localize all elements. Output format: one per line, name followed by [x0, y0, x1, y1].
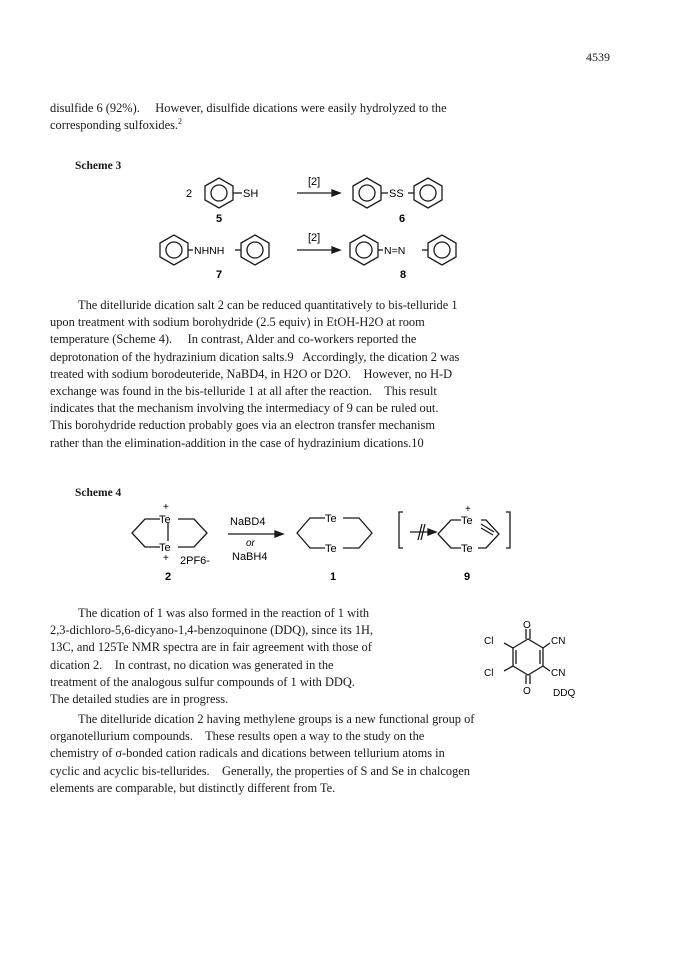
paragraph-2-line: temperature (Scheme 4). In contrast, Alder and co-workers reported the	[50, 332, 417, 347]
coefficient: 2	[186, 188, 193, 200]
disulfide-group: SS	[389, 188, 404, 200]
cyano-group: CN	[551, 668, 566, 679]
paragraph-4-line: cyclic and acyclic bis-tellurides. Generally, the properties of S and Se in chalcogen	[50, 763, 470, 778]
tellurium-atom: Te	[325, 543, 337, 555]
paragraph-1-line-1: disulfide 6 (92%). However, disulfide dications were easily hydrolyzed to the	[50, 101, 447, 115]
tellurium-atom: Te	[159, 542, 171, 554]
paragraph-1	[50, 100, 625, 134]
tellurium-atom: Te	[461, 515, 473, 527]
paragraph-4-line: organotellurium compounds. These results open a way to the study on the	[50, 729, 425, 744]
paragraph-2-line: indicates that the mechanism involving the intermediacy of 9 can be ruled out.	[50, 401, 439, 416]
plus-sign: +	[465, 504, 471, 515]
ddq-label: DDQ	[553, 688, 576, 699]
paragraph-2-line: treated with sodium borodeuteride, NaBD4, in H2O or D2O. However, no H-D	[50, 366, 453, 381]
paragraph-2-line: upon treatment with sodium borohydride (2.5 equiv) in EtOH-H2O at room	[50, 315, 425, 330]
bicyclic-ring-2	[132, 519, 160, 547]
paragraph-1-line-2-text: corresponding sulfoxides.	[50, 118, 179, 133]
paragraph-3-line: 2,3-dichloro-5,6-dicyano-1,4-benzoquinone (DDQ), since its 1H,	[50, 623, 374, 638]
compound-number-8: 8	[400, 269, 407, 281]
paragraph-4-line: chemistry of σ-bonded cation radicals and dications between tellurium atoms in	[50, 746, 445, 761]
page-number: 4539	[586, 50, 610, 64]
compound-number-2: 2	[165, 571, 172, 583]
counterion: 2PF6-	[180, 555, 210, 567]
reagent-label: [2]	[308, 232, 321, 244]
oxygen-atom: O	[523, 686, 531, 697]
paragraph-3-line: The dication of 1 was also formed in the reaction of 1 with	[78, 606, 370, 620]
compound-number-1: 1	[330, 571, 337, 583]
paragraph-2-line: exchange was found in the bis-telluride 1 at all after the reaction. This result	[50, 384, 437, 399]
paragraph-3-line: 13C, and 125Te NMR spectra are in fair agreement with those of	[50, 640, 372, 655]
scheme-4-label: Scheme 4	[75, 487, 122, 499]
compound-number-7: 7	[216, 269, 223, 281]
paragraph-3-line: dication 2. In contrast, no dication was generated in the	[50, 657, 334, 672]
paragraph-1-line-2	[50, 117, 625, 134]
reagent-label: [2]	[308, 176, 321, 188]
paragraph-2-line: This borohydride reduction probably goes via an electron transfer mechanism	[50, 418, 436, 433]
benzene-ring	[241, 235, 269, 265]
benzene-ring	[205, 178, 233, 208]
paragraph-4-line: elements are comparable, but distinctly different from Te.	[50, 780, 336, 795]
plus-sign: +	[163, 502, 169, 513]
compound-number-5: 5	[216, 213, 223, 225]
bicyclic-ring-1	[297, 518, 325, 548]
reagent-label: NaBH4	[232, 551, 268, 563]
plus-sign: +	[163, 553, 169, 564]
compound-number-6: 6	[399, 213, 406, 225]
scheme-3-label: Scheme 3	[75, 160, 122, 172]
thiol-group: SH	[243, 188, 259, 200]
paragraph-4	[50, 711, 625, 797]
tellurium-atom: Te	[461, 543, 473, 555]
paragraph-2	[50, 297, 625, 452]
hydrazine-group: NHNH	[194, 245, 225, 257]
azo-group: N=N	[384, 245, 406, 257]
reagent-label: NaBD4	[230, 516, 266, 528]
tellurium-atom: Te	[159, 514, 171, 526]
tellurium-atom: Te	[325, 513, 337, 525]
oxygen-atom: O	[523, 620, 531, 631]
benzene-ring	[414, 178, 442, 208]
scheme-3-diagram	[0, 155, 675, 285]
chlorine-atom: Cl	[484, 668, 494, 679]
compound-number-9: 9	[464, 571, 471, 583]
chlorine-atom: Cl	[484, 636, 494, 647]
cyano-group: CN	[551, 636, 566, 647]
paragraph-3-line: treatment of the analogous sulfur compounds of 1 with DDQ.	[50, 674, 355, 689]
paragraph-4-line: The ditelluride dication 2 having methylene groups is a new functional group of	[78, 712, 475, 726]
scheme-4-diagram	[0, 500, 675, 590]
paragraph-2-line: deprotonation of the hydrazinium dication salts.9 Accordingly, the dication 2 was	[50, 349, 460, 364]
paragraph-3-line: The detailed studies are in progress.	[50, 692, 229, 707]
paragraph-3	[50, 605, 450, 708]
paragraph-2-line: rather than the elimination-addition in the case of hydrazinium dications.10	[50, 435, 424, 450]
bicyclic-ring-9	[438, 520, 461, 548]
paragraph-2-line: The ditelluride dication salt 2 can be reduced quantitatively to bis-telluride 1	[78, 298, 458, 312]
ddq-structure	[478, 618, 588, 718]
benzene-ring	[160, 235, 188, 265]
reference-2: 2	[178, 117, 183, 127]
benzene-ring	[353, 178, 381, 208]
benzene-ring	[428, 235, 456, 265]
benzene-ring	[350, 235, 378, 265]
reagent-label: or	[246, 538, 255, 549]
